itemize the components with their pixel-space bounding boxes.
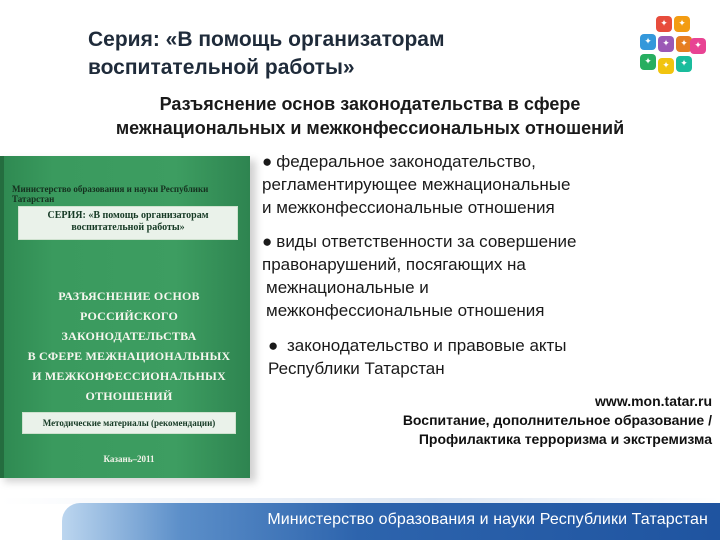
nature-icon: ✦ [640, 54, 656, 70]
book-series-line2: воспитательной работы» [71, 222, 185, 233]
bullet-line: и межконфессиональные отношения [262, 198, 555, 217]
health-icon: ✦ [690, 38, 706, 54]
book-methodic-label: Методические материалы (рекомендации) [22, 412, 236, 434]
book-ministry: Министерство образования и науки Республики Татарстан [12, 184, 209, 204]
section-path-2: Профилактика терроризма и экстремизма [418, 431, 712, 447]
bullet-line: межнациональные и [266, 278, 429, 297]
art-icon: ✦ [640, 34, 656, 50]
book-title-line: ОТНОШЕНИЙ [85, 389, 173, 403]
page-heading [40, 92, 700, 140]
bullet-line: законодательство и правовые акты [287, 336, 567, 355]
bullet-federal-law [262, 150, 702, 219]
globe-icon: ✦ [676, 56, 692, 72]
book-title-line: РОССИЙСКОГО ЗАКОНОДАТЕЛЬСТВА [61, 309, 197, 343]
series-title-line2: воспитательной работы» [88, 56, 355, 79]
bullet-marker: ● [262, 232, 273, 251]
footer-ministry: Министерство образования и науки Республики Татарстан [267, 511, 708, 528]
book-series-box [18, 206, 238, 240]
book-title-line: В СФЕРЕ МЕЖНАЦИОНАЛЬНЫХ [27, 349, 231, 363]
education-logo [640, 16, 706, 86]
bullet-line: виды ответственности за совершение [276, 232, 577, 251]
book-title-line: РАЗЪЯСНЕНИЕ ОСНОВ [58, 289, 200, 303]
book-series-line1: СЕРИЯ: «В помощь организаторам [47, 210, 209, 221]
bullet-responsibility [262, 230, 702, 322]
series-title-line1: Серия: «В помощь организаторам [88, 28, 445, 51]
book-icon: ✦ [658, 36, 674, 52]
bullet-line: Республики Татарстан [268, 359, 445, 378]
bullet-line: регламентирующее межнациональные [262, 175, 571, 194]
footer-bar [62, 503, 720, 540]
book-title-line: И МЕЖКОНФЕССИОНАЛЬНЫХ [32, 369, 226, 383]
bullet-regional-law [268, 334, 708, 380]
series-title [88, 26, 548, 82]
heading-line2: межнациональных и межконфессиональных отношений [115, 118, 625, 138]
book-city-year: Казань–2011 [103, 454, 155, 464]
science-icon: ✦ [674, 16, 690, 32]
bullet-line: межконфессиональные отношения [266, 301, 545, 320]
people-icon: ✦ [658, 58, 674, 74]
source-links [292, 392, 712, 449]
book-cover [0, 156, 250, 478]
bullet-marker: ● [262, 152, 273, 171]
bullet-line: правонарушений, посягающих на [262, 255, 526, 274]
sport-icon: ✦ [656, 16, 672, 32]
section-path-1: Воспитание, дополнительное образование / [402, 412, 712, 428]
bullet-marker: ● [268, 336, 279, 355]
site-link[interactable]: www.mon.tatar.ru [595, 393, 712, 409]
bullet-line: федеральное законодательство, [276, 152, 536, 171]
book-title [14, 286, 244, 406]
heading-line1: Разъяснение основ законодательства в сфере [159, 94, 581, 114]
music-icon: ✦ [676, 36, 692, 52]
